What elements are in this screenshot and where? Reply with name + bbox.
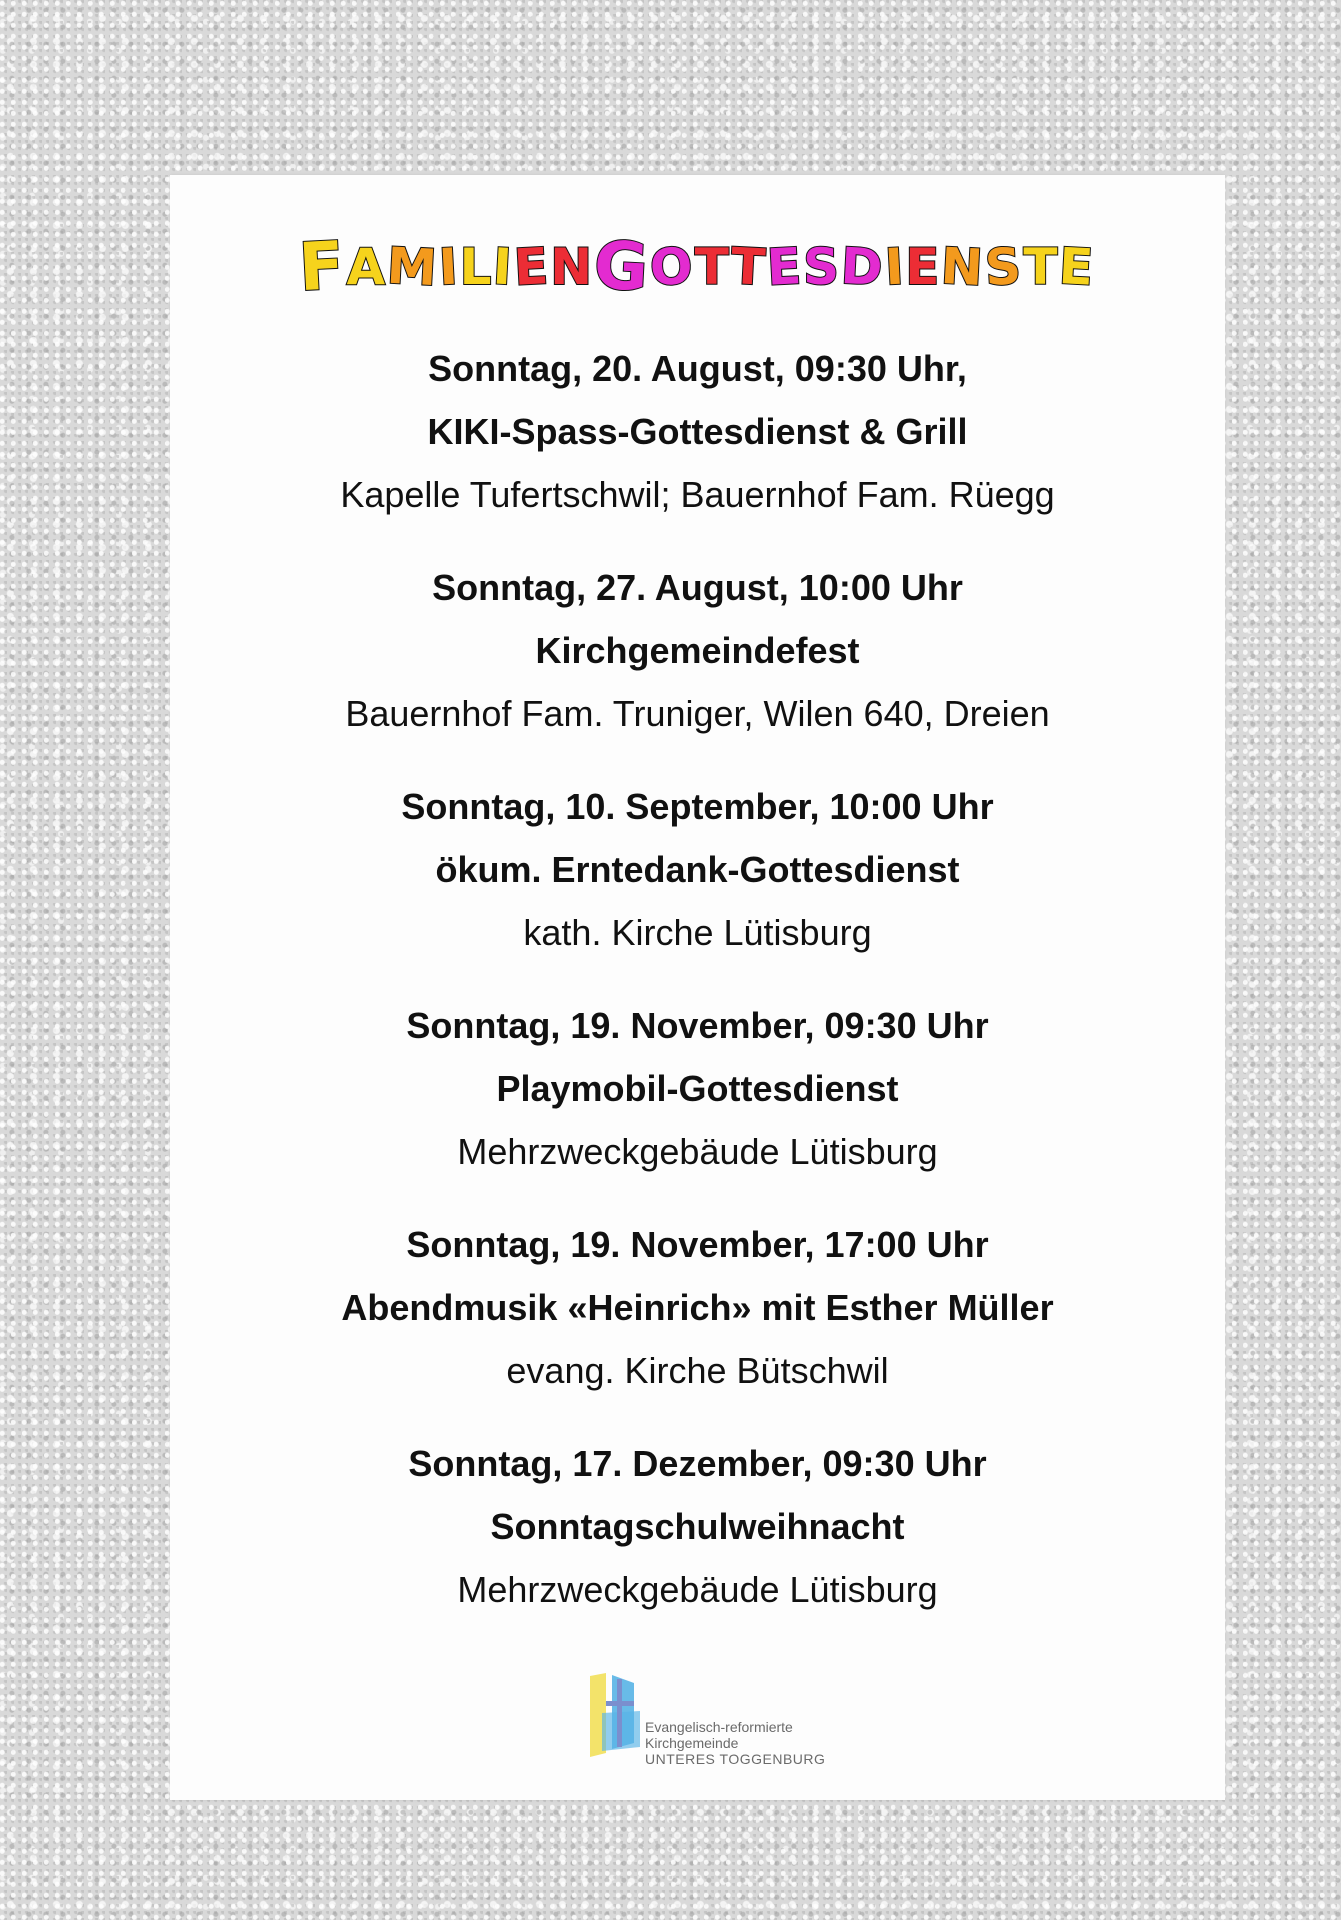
event-date: Sonntag, 17. Dezember, 09:30 Uhr [408,1443,987,1484]
title-letter: T [729,237,769,297]
flyer-card [170,175,1225,1800]
church-cross-icon [590,1673,650,1773]
title-letter: F [297,226,349,307]
title-letter: I [883,237,907,297]
event-date: Sonntag, 27. August, 10:00 Uhr [432,567,963,608]
event-list [170,337,1225,1651]
title-letter: D [839,236,887,298]
title-letter: E [765,237,805,297]
event-place: Mehrzweckgebäude Lütisburg [457,1569,938,1610]
title-letter: A [346,238,388,296]
event-item [170,775,1225,964]
flyer-title [170,227,1225,307]
event-date: Sonntag, 10. September, 10:00 Uhr [401,786,994,827]
title-letter: N [550,238,595,296]
church-logo [590,1673,850,1773]
event-name: Playmobil-Gottesdienst [496,1068,899,1109]
event-date: Sonntag, 19. November, 17:00 Uhr [406,1224,989,1265]
title-letter: I [491,237,516,297]
event-name: Kirchgemeindefest [535,630,860,671]
event-name: ökum. Erntedank-Gottesdienst [435,849,960,890]
event-place: kath. Kirche Lütisburg [523,912,872,953]
event-place: Kapelle Tufertschwil; Bauernhof Fam. Rüegg [340,474,1055,515]
event-item [170,337,1225,526]
event-item [170,556,1225,745]
title-letter: N [939,236,987,298]
event-name: KIKI-Spass-Gottesdienst & Grill [427,411,968,452]
title-letter: S [983,237,1025,297]
event-date: Sonntag, 20. August, 09:30 Uhr, [428,348,967,389]
title-letter: E [905,238,942,296]
title-letter: S [803,238,842,296]
event-place: Mehrzweckgebäude Lütisburg [457,1131,938,1172]
event-name: Abendmusik «Heinrich» mit Esther Müller [341,1287,1054,1328]
event-item [170,1432,1225,1621]
logo-line-1: Evangelisch-reformierte [645,1719,793,1735]
event-date: Sonntag, 19. November, 09:30 Uhr [406,1005,989,1046]
title-letter: E [512,237,552,297]
title-letter: T [694,238,731,296]
title-letter: I [437,237,462,297]
logo-line-2: Kirchgemeinde [645,1735,739,1751]
title-letter: G [592,226,653,307]
title-letter: L [459,238,494,296]
event-place: evang. Kirche Bütschwil [506,1350,889,1391]
title-letter: E [1057,237,1098,297]
logo-line-3: UNTERES TOGGENBURG [645,1751,826,1767]
title-letter: M [385,236,441,298]
title-letter: O [648,236,697,298]
event-item [170,994,1225,1183]
title-letter: T [1023,238,1060,296]
event-item [170,1213,1225,1402]
event-name: Sonntagschulweihnacht [490,1506,905,1547]
event-place: Bauernhof Fam. Truniger, Wilen 640, Dreien [345,693,1050,734]
